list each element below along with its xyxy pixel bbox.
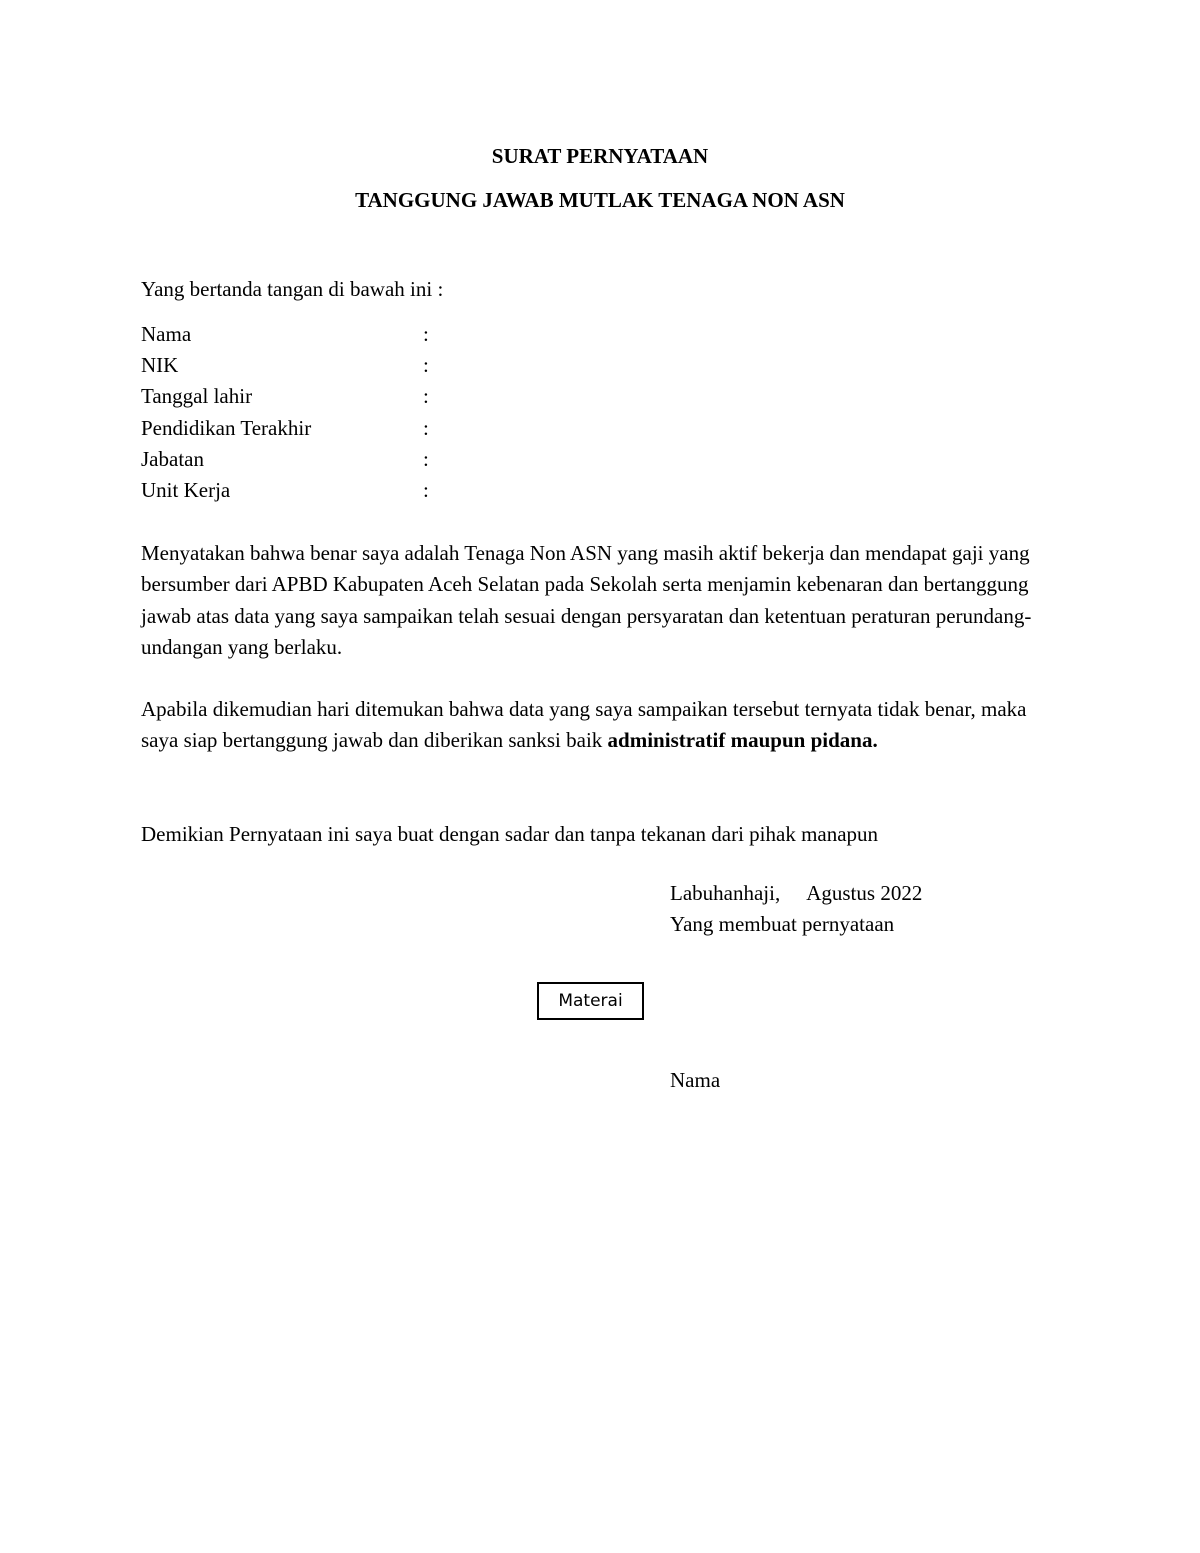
field-row-jabatan xyxy=(141,447,541,478)
field-colon: : xyxy=(423,446,429,471)
field-label: Unit Kerja xyxy=(141,477,231,502)
sanction-paragraph xyxy=(141,694,1061,757)
field-colon: : xyxy=(423,477,429,502)
field-label: Tanggal lahir xyxy=(141,384,253,409)
sanction-text: Apabila dikemudian hari ditemukan bahwa data yang saya sampaikan tersebut ternyata tidak benar, maka saya siap bertanggung jawab dan diberikan sanksi baik xyxy=(141,697,1027,753)
signature-place-date xyxy=(670,881,922,906)
field-label: Pendidikan Terakhir xyxy=(141,415,312,440)
field-label: Jabatan xyxy=(141,446,204,471)
closing-paragraph: Demikian Pernyataan ini saya buat dengan sadar dan tanpa tekanan dari pihak manapun xyxy=(141,822,879,846)
document-title: SURAT PERNYATAAN xyxy=(491,144,709,168)
field-row-pendidikan xyxy=(141,416,541,447)
stamp-label: Materai xyxy=(558,991,623,1011)
signature-name: Nama xyxy=(670,1068,721,1092)
signature-date: Agustus 2022 xyxy=(806,881,923,905)
field-row-unit-kerja xyxy=(141,478,541,509)
field-colon: : xyxy=(423,384,429,409)
field-row-tanggal-lahir xyxy=(141,384,541,415)
signature-maker: Yang membuat pernyataan xyxy=(670,912,895,936)
field-colon: : xyxy=(423,415,429,440)
field-label: Nama xyxy=(141,322,192,346)
signature-place: Labuhanhaji, xyxy=(670,881,781,905)
document-subtitle: TANGGUNG JAWAB MUTLAK TENAGA NON ASN xyxy=(355,188,845,212)
field-row-nama xyxy=(141,322,541,353)
statement-paragraph: Menyatakan bahwa benar saya adalah Tenaga Non ASN yang masih aktif bekerja dan mendapat gaji yang bersumber dari APBD Kabupaten Aceh Selatan pada Sekolah serta menjamin kebenaran dan bertanggung jawab atas data yang saya sampaikan telah sesuai dengan persyaratan dan ketentuan peraturan perundang-undangan yang berlaku. xyxy=(141,541,1032,659)
field-colon: : xyxy=(423,353,429,378)
intro-text: Yang bertanda tangan di bawah ini : xyxy=(141,277,444,301)
field-colon: : xyxy=(423,322,429,346)
sanction-bold-text: administratif maupun pidana. xyxy=(607,728,878,753)
stamp-box xyxy=(537,982,644,1020)
field-row-nik xyxy=(141,353,541,384)
field-label: NIK xyxy=(141,353,179,378)
identity-fields xyxy=(141,322,541,509)
